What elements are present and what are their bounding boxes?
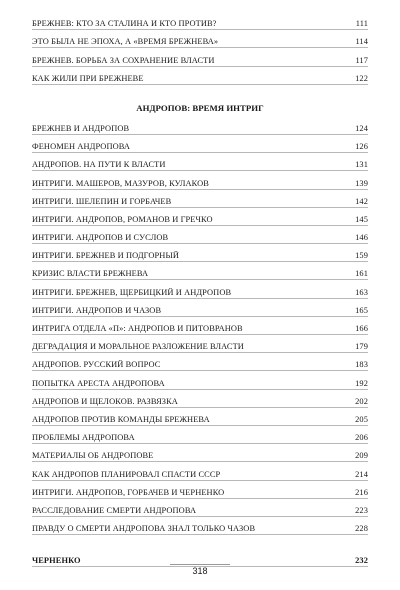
toc-entry-page: 126 [355, 142, 368, 152]
toc-entry-page: 139 [355, 178, 368, 188]
toc-entry-title: ЭТО БЫЛА НЕ ЭПОХА, А «ВРЕМЯ БРЕЖНЕВА» [32, 37, 219, 47]
toc-entry-page: 216 [355, 487, 368, 497]
toc-entry-page: 145 [355, 214, 368, 224]
toc-entry-page: 192 [355, 378, 368, 388]
toc-entry-page: 179 [355, 342, 368, 352]
toc-entry-page: 163 [355, 287, 368, 297]
toc-entry-page: 232 [355, 556, 368, 566]
toc-entry-page: 114 [355, 37, 368, 47]
toc-entry-page: 166 [355, 324, 368, 333]
toc-entry-page: 214 [355, 469, 368, 479]
toc-entry-page: 202 [355, 396, 368, 406]
toc-entry-title: КАК ЖИЛИ ПРИ БРЕЖНЕВЕ [32, 73, 144, 83]
toc-entry [32, 408, 368, 426]
toc-entry-page: 223 [355, 505, 368, 515]
toc-entry [32, 226, 368, 244]
toc-entry [32, 262, 368, 280]
toc-entry [32, 171, 368, 189]
toc-entry-page: 131 [355, 160, 368, 170]
toc-entry [32, 390, 368, 408]
toc-entry [32, 135, 368, 153]
toc-entry [32, 30, 368, 48]
toc-entry-page: 124 [355, 123, 368, 133]
toc-entry-page: 206 [355, 433, 368, 443]
toc-entry-title: ИНТРИГИ. АНДРОПОВ, ГОРБАЧЕВ И ЧЕРНЕНКО [32, 487, 225, 497]
toc-entry-page: 146 [355, 233, 368, 243]
toc-entry-title: ПРАВДУ О СМЕРТИ АНДРОПОВА ЗНАЛ ТОЛЬКО ЧАЗОВ [32, 524, 256, 534]
toc-entry-title: ДЕГРАДАЦИЯ И МОРАЛЬНОЕ РАЗЛОЖЕНИЕ ВЛАСТИ [32, 342, 244, 352]
toc-entry-page: 205 [355, 414, 368, 424]
toc-entry-title: ИНТРИГИ. АНДРОПОВ И ЧАЗОВ [32, 305, 162, 315]
toc-entry-title: МАТЕРИАЛЫ ОБ АНДРОПОВЕ [32, 451, 154, 461]
toc-entry-title: ИНТРИГИ. БРЕЖНЕВ И ПОДГОРНЫЙ [32, 251, 179, 261]
toc-entry-title: ИНТРИГИ. АНДРОПОВ И СУСЛОВ [32, 233, 169, 243]
toc-entry [32, 280, 368, 298]
toc-entry [32, 353, 368, 371]
section-heading: АНДРОПОВ: ВРЕМЯ ИНТРИГ [136, 102, 264, 113]
toc-entry-title: БРЕЖНЕВ: КТО ЗА СТАЛИНА И КТО ПРОТИВ? [32, 19, 217, 29]
toc-entry-page: 117 [355, 55, 368, 65]
toc-entry [32, 190, 368, 208]
toc-entry-title: БРЕЖНЕВ. БОРЬБА ЗА СОХРАНЕНИЕ ВЛАСТИ [32, 55, 215, 65]
toc-entry [32, 299, 368, 317]
toc-entry-page: 161 [355, 269, 368, 279]
toc-previous-entries [32, 12, 368, 85]
toc-entry-title: АНДРОПОВ. НА ПУТИ К ВЛАСТИ [32, 160, 166, 170]
toc-entry-page: 142 [355, 196, 368, 206]
toc-entry-title: АНДРОПОВ ПРОТИВ КОМАНДЫ БРЕЖНЕВА [32, 414, 210, 424]
toc-entry [32, 153, 368, 171]
toc-entry-title: БРЕЖНЕВ И АНДРОПОВ [32, 123, 130, 133]
toc-entry [32, 208, 368, 226]
toc-entry [32, 244, 368, 262]
page-number-rule [170, 564, 230, 565]
toc-entry-page: 111 [355, 19, 368, 29]
toc-entry-page: 159 [355, 251, 368, 261]
toc-entry-title: ИНТРИГИ. МАШЕРОВ, МАЗУРОВ, КУЛАКОВ [32, 178, 209, 188]
toc-entry [32, 117, 368, 135]
toc-entry [32, 499, 368, 517]
toc-entry [32, 67, 368, 85]
toc-entry [32, 371, 368, 389]
toc-entry-title: ЧЕРНЕНКО [32, 556, 81, 566]
toc-entry [32, 317, 368, 335]
toc-entry-title: ИНТРИГИ. АНДРОПОВ, РОМАНОВ И ГРЕЧКО [32, 214, 213, 224]
toc-section-entries [32, 117, 368, 535]
toc-entry-title: АНДРОПОВ И ЩЕЛОКОВ. РАЗВЯЗКА [32, 396, 178, 406]
toc-entry-title: ФЕНОМЕН АНДРОПОВА [32, 142, 131, 152]
toc-entry [32, 462, 368, 480]
toc-entry [32, 335, 368, 353]
toc-entry [32, 481, 368, 499]
toc-entry [32, 48, 368, 66]
toc-entry-title: ПРОБЛЕМЫ АНДРОПОВА [32, 433, 135, 443]
toc-entry-title: КАК АНДРОПОВ ПЛАНИРОВАЛ СПАСТИ СССР [32, 469, 221, 479]
toc-entry-title: ИНТРИГИ. ШЕЛЕПИН И ГОРБАЧЕВ [32, 196, 172, 206]
toc-entry-title: КРИЗИС ВЛАСТИ БРЕЖНЕВА [32, 269, 149, 279]
toc-entry-page: 165 [355, 305, 368, 315]
table-of-contents [32, 0, 368, 567]
toc-entry-title: ПОПЫТКА АРЕСТА АНДРОПОВА [32, 378, 165, 388]
toc-entry-title: РАССЛЕДОВАНИЕ СМЕРТИ АНДРОПОВА [32, 505, 197, 515]
toc-entry-title: ИНТРИГИ. БРЕЖНЕВ, ЩЕРБИЦКИЙ И АНДРОПОВ [32, 287, 232, 297]
toc-entry-page: 228 [355, 524, 368, 534]
toc-entry [32, 426, 368, 444]
toc-entry [32, 517, 368, 535]
toc-entry [32, 444, 368, 462]
toc-entry-title: ИНТРИГА ОТДЕЛА «П»: АНДРОПОВ И ПИТОВРАНОВ [32, 324, 243, 333]
toc-entry-page: 122 [355, 73, 368, 83]
toc-entry-page: 183 [355, 360, 368, 370]
toc-entry-page: 209 [355, 451, 368, 461]
toc-entry-title: АНДРОПОВ. РУССКИЙ ВОПРОС [32, 360, 161, 370]
page-number: 318 [192, 566, 208, 576]
toc-entry [32, 12, 368, 30]
